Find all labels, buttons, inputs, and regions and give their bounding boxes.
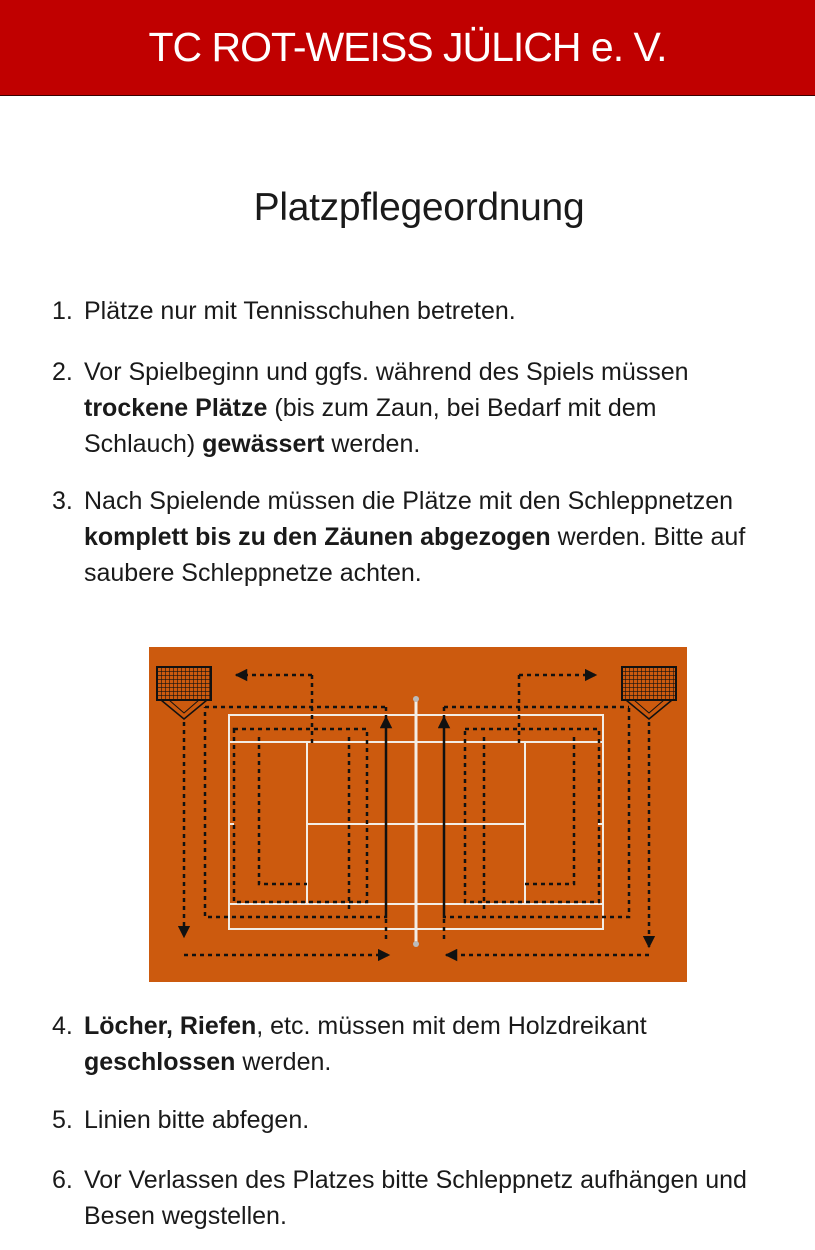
list-item (52, 1102, 772, 1138)
list-item (52, 483, 772, 591)
item-number: 4. (52, 1012, 73, 1040)
item-text: Plätze nur mit Tennisschuhen betreten. (84, 297, 516, 325)
item-number: 3. (52, 487, 73, 515)
item-number: 1. (52, 297, 73, 325)
item-text: Vor Spielbeginn und ggfs. während des Spiels müssen trockene Plätze (bis zum Zaun, bei Bedarf mit dem Schlauch) gewässert werden. (84, 358, 689, 458)
list-item (52, 1162, 772, 1234)
page-title: Platzpflegeordnung (253, 186, 585, 229)
list-item (52, 354, 772, 462)
header-bar (0, 0, 815, 96)
item-number: 2. (52, 358, 73, 386)
item-number: 6. (52, 1166, 73, 1194)
list-item (52, 293, 772, 329)
list-item (52, 1008, 772, 1080)
club-name: TC ROT-WEISS JÜLICH e. V. (148, 24, 667, 70)
item-text: Löcher, Riefen, etc. müssen mit dem Holzdreikant geschlossen werden. (84, 1012, 647, 1076)
item-text: Linien bitte abfegen. (84, 1106, 310, 1134)
item-text: Nach Spielende müssen die Plätze mit den Schleppnetzen komplett bis zu den Zäunen abgezogen werden. Bitte auf saubere Schleppnetze achten. (84, 487, 746, 587)
item-text: Vor Verlassen des Platzes bitte Schleppnetz aufhängen und Besen wegstellen. (84, 1166, 747, 1230)
court-diagram (149, 647, 687, 982)
item-number: 5. (52, 1106, 73, 1134)
